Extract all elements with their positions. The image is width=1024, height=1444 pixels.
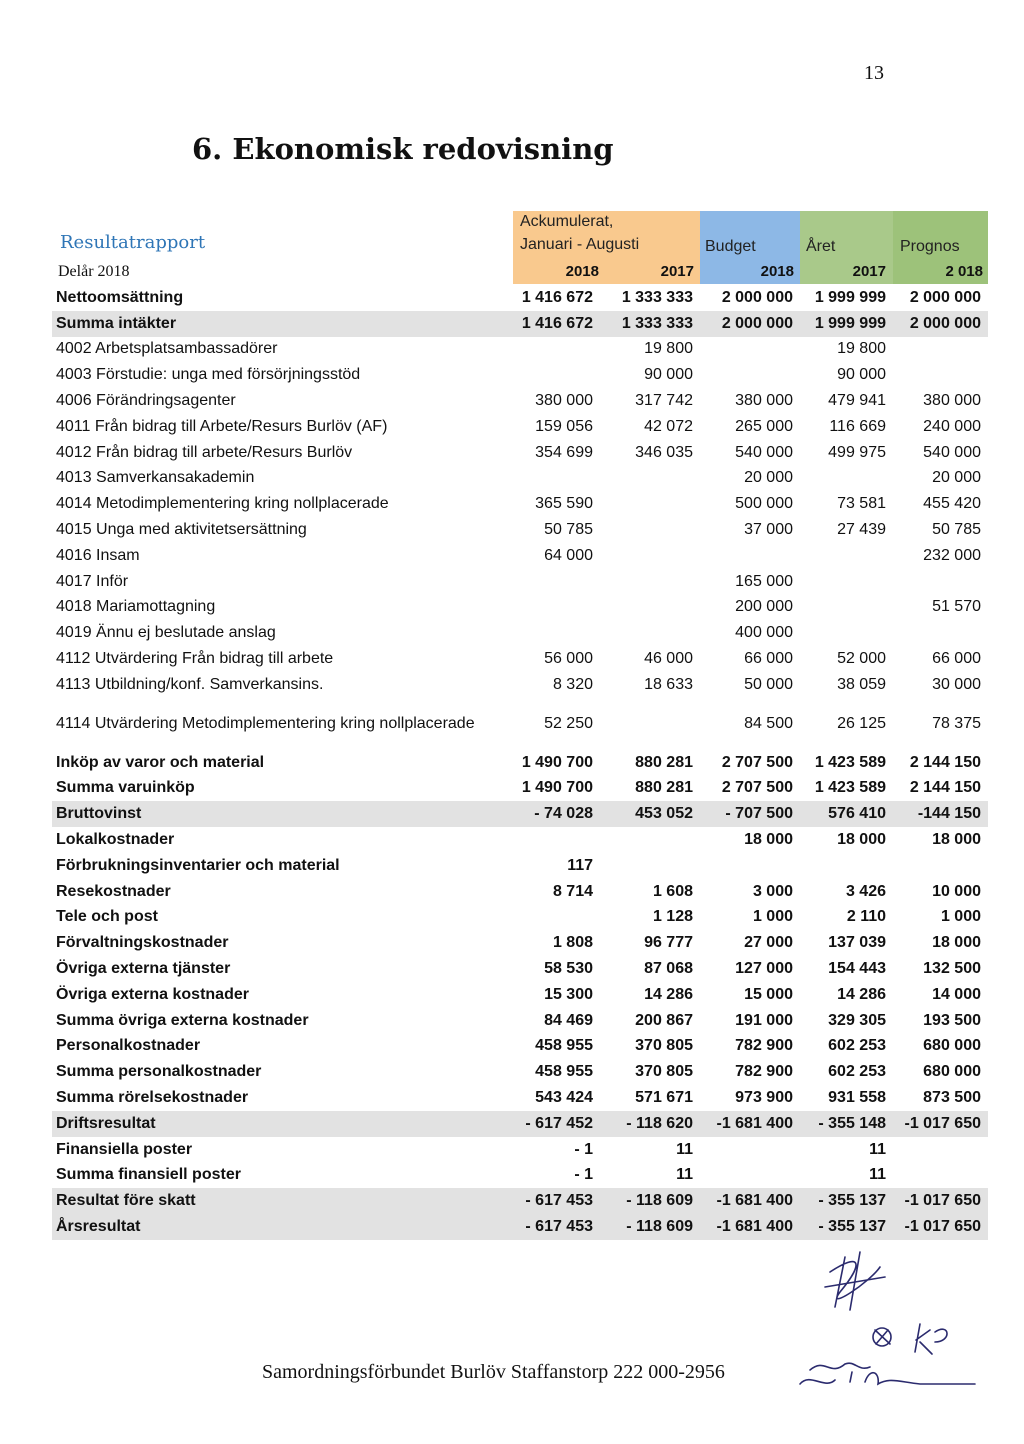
row-value: 11 [869,1140,886,1158]
row-value [600,491,700,517]
row-label: 4012 Från bidrag till arbete/Resurs Burlöv [56,443,353,461]
table-row [52,285,988,311]
row-value [893,1163,988,1189]
header-year-col-2: 2017 [660,263,694,280]
row-value [893,362,988,388]
row-value: 1 490 700 [521,753,593,771]
row-value: 2 707 500 [721,779,793,797]
row-value: - 118 609 [600,1188,700,1214]
row-value: 14 286 [837,985,886,1003]
row-value: 8 320 [552,675,593,693]
row-label: 4019 Ännu ej beslutade anslag [56,624,276,642]
table-row [52,956,988,982]
row-label: Summa finansiell poster [56,1166,241,1184]
row-value: 27 000 [744,934,793,952]
row-label: 4112 Utvärdering Från bidrag till arbete [56,650,334,668]
page-number: 13 [864,62,884,84]
header-budget: Budget [705,238,756,255]
row-value: 346 035 [635,443,693,461]
row-label: 4016 Insam [56,546,140,564]
row-value: 680 000 [923,1037,981,1055]
row-value: 127 000 [735,960,793,978]
row-value: 18 000 [932,934,981,952]
row-value: -1 017 650 [893,1214,988,1240]
table-row [52,776,988,802]
row-value: 18 000 [837,831,886,849]
row-label: 4017 Inför [56,572,129,590]
row-value: 1 999 999 [814,288,886,306]
row-label: 4011 Från bidrag till Arbete/Resurs Burlöv (AF) [56,417,388,435]
row-value: 329 305 [828,1011,886,1029]
row-label: Finansiella poster [56,1140,193,1158]
row-value: 1 128 [652,908,693,926]
row-value: - 355 148 [800,1111,893,1137]
row-value: - 707 500 [700,801,800,827]
row-value: 56 000 [544,650,593,668]
row-value: 370 805 [635,1063,693,1081]
table-row [52,595,988,621]
header-period: Januari - Augusti [520,236,640,253]
row-value [600,698,700,750]
table-row [52,1163,988,1189]
header-accumulated: Ackumulerat, [520,213,614,230]
row-value: 50 785 [544,521,593,539]
row-value: 116 669 [829,417,886,435]
table-row [52,1111,988,1137]
section-title: 6. Ekonomisk redovisning [192,132,614,166]
row-value: 602 253 [828,1063,886,1081]
row-label: 4014 Metodimplementering kring nollplacerade [56,495,389,513]
row-value: 84 469 [544,1011,593,1029]
row-value: 87 068 [644,960,693,978]
row-value: 96 777 [644,934,693,952]
row-value: 2 000 000 [700,311,800,337]
row-label: Summa varuinköp [56,779,195,797]
result-report-table [52,285,988,1240]
row-label: Summa övriga externa kostnader [56,1011,309,1029]
row-value: - 355 137 [800,1188,893,1214]
row-value: 20 000 [932,469,981,487]
row-value: 19 800 [644,340,693,358]
row-label: Summa rörelsekostnader [56,1089,249,1106]
row-value [800,569,893,595]
table-row [52,466,988,492]
header-forecast: Prognos [900,238,960,255]
row-value [700,1163,800,1189]
table-row [52,337,988,363]
row-value: 380 000 [735,392,793,410]
row-value: 154 443 [828,960,886,978]
row-value: 38 059 [837,675,886,693]
row-label: Lokalkostnader [56,831,175,849]
row-value: 602 253 [828,1037,886,1055]
row-value [600,569,700,595]
row-value: - 1 [574,1166,593,1184]
table-row [52,646,988,672]
row-label: Summa personalkostnader [56,1063,262,1081]
table-row [52,388,988,414]
row-value: 30 000 [932,675,981,693]
row-value: 66 000 [932,650,981,668]
row-value: 1 999 999 [800,311,893,337]
table-row [52,1059,988,1085]
row-value [893,1137,988,1163]
row-value [800,853,893,879]
row-value [893,337,988,363]
row-value: 540 000 [735,443,793,461]
row-value: 11 [869,1166,886,1184]
row-value: 64 000 [544,546,593,564]
row-value: 191 000 [735,1011,793,1029]
row-value: 2 707 500 [721,753,793,771]
row-value: 370 805 [635,1037,693,1055]
row-value: 479 941 [828,392,886,410]
row-value: 18 633 [644,675,693,693]
row-value [513,569,600,595]
row-label: Driftsresultat [52,1111,513,1137]
row-value [893,620,988,646]
table-row [52,801,988,827]
row-value: 50 000 [744,675,793,693]
row-value: 458 955 [535,1063,593,1081]
row-value: - 74 028 [513,801,600,827]
row-value: 14 000 [932,985,981,1003]
row-value: 3 426 [845,882,886,900]
row-value: 880 281 [635,753,693,771]
row-value [600,466,700,492]
row-value [513,362,600,388]
row-value: 1 333 333 [621,288,693,306]
table-row [52,620,988,646]
header-year: Året [806,238,836,255]
row-value: 1 416 672 [513,311,600,337]
row-value: 117 [567,856,593,874]
table-row [52,853,988,879]
row-value: 2 000 000 [909,288,981,306]
header-year-col-1: 2018 [565,263,599,280]
table-row [52,362,988,388]
row-value: 20 000 [744,469,793,487]
row-value: 37 000 [744,521,793,539]
row-value: 19 800 [837,340,886,358]
row-value [700,1137,800,1163]
row-value: 265 000 [735,417,793,435]
row-value: 873 500 [923,1089,981,1106]
row-value [513,905,600,931]
row-value: 52 000 [837,650,886,668]
row-value: 11 [676,1140,693,1158]
row-value: 240 000 [923,417,981,435]
header-year-col-4: 2017 [852,263,886,280]
row-label: Resultat före skatt [52,1188,513,1214]
row-value [700,543,800,569]
row-value [800,543,893,569]
row-label: Förvaltningskostnader [56,934,229,952]
row-value: 500 000 [735,495,793,513]
row-value: -1 681 400 [700,1214,800,1240]
table-row [52,1085,988,1111]
table-row [52,672,988,698]
row-value: 1 416 672 [521,288,593,306]
report-title: Resultatrapport [60,232,206,253]
header-year-col-3: 2018 [760,263,794,280]
row-value: 11 [676,1166,693,1184]
table-row [52,827,988,853]
table-row [52,569,988,595]
row-value [513,595,600,621]
row-label: 4013 Samverkansakademin [56,469,255,487]
row-value: 200 000 [735,598,793,616]
row-label: 4003 Förstudie: unga med försörjningsstöd [56,366,361,384]
row-value [700,853,800,879]
row-value [600,827,700,853]
row-value: 2 110 [846,908,886,926]
table-row [52,517,988,543]
row-value: 1 000 [752,908,793,926]
table-row [52,1034,988,1060]
row-value [513,827,600,853]
row-value: 540 000 [923,443,981,461]
row-value [893,853,988,879]
row-value: 50 785 [932,521,981,539]
row-value: 2 000 000 [893,311,988,337]
row-value: -144 150 [893,801,988,827]
header-year-col-5: 2 018 [945,263,983,280]
row-value [513,337,600,363]
row-label: Resekostnader [56,882,171,900]
row-value [800,466,893,492]
row-label: Förbrukningsinventarier och material [56,856,340,874]
table-row [52,1188,988,1214]
table-row [52,1008,988,1034]
row-value: 1 333 333 [600,311,700,337]
row-label: Personalkostnader [56,1037,201,1055]
row-label: Bruttovinst [52,801,513,827]
row-value: 137 039 [828,934,886,952]
row-value [700,337,800,363]
row-label: 4113 Utbildning/konf. Samverkansins. [56,675,324,693]
row-value: 42 072 [644,417,693,435]
row-value: 1 490 700 [521,779,593,797]
row-value: - 617 452 [513,1111,600,1137]
row-value: 84 500 [744,714,793,732]
row-value: 1 423 589 [814,753,886,771]
row-value: 1 000 [940,908,981,926]
row-value: 193 500 [923,1011,981,1029]
table-row [52,311,988,337]
row-value: 782 900 [735,1037,793,1055]
row-value: 1 808 [552,934,593,952]
row-value: 354 699 [535,443,593,461]
row-value: 14 286 [644,985,693,1003]
row-value: 380 000 [535,392,593,410]
row-value: 880 281 [635,779,693,797]
row-value: 1 608 [652,882,693,900]
row-value: 46 000 [644,650,693,668]
row-value: 499 975 [828,443,886,461]
row-value: 1 423 589 [814,779,886,797]
row-value [600,543,700,569]
row-value: - 1 [574,1140,593,1158]
row-label: Övriga externa tjänster [56,960,231,978]
row-value: 232 000 [923,546,981,564]
row-value: 380 000 [923,392,981,410]
row-value: 931 558 [828,1089,886,1106]
row-value: 680 000 [923,1063,981,1081]
row-value [513,620,600,646]
table-row [52,930,988,956]
row-value: 78 375 [932,714,981,732]
row-value: 165 000 [735,572,793,590]
row-value: 782 900 [735,1063,793,1081]
row-value: 365 590 [535,495,593,513]
row-value: -1 681 400 [700,1111,800,1137]
row-value: 458 955 [535,1037,593,1055]
row-value: 2 144 150 [909,779,981,797]
table-row [52,750,988,776]
row-value: 571 671 [635,1089,693,1106]
row-label: Årsresultat [52,1214,513,1240]
table-row [52,698,988,750]
row-value: 400 000 [735,624,793,642]
table-row [52,905,988,931]
row-value: 543 424 [535,1089,593,1106]
table-row [52,440,988,466]
report-subtitle: Delår 2018 [58,263,130,280]
table-row [52,1137,988,1163]
row-value: 15 000 [744,985,793,1003]
row-label: 4018 Mariamottagning [56,598,216,616]
row-value: 453 052 [600,801,700,827]
row-value: 200 867 [635,1011,693,1029]
row-value: 8 714 [552,882,593,900]
row-label: 4114 Utvärdering Metodimplementering kring nollplacerade [56,715,475,733]
row-value: 317 742 [635,392,693,410]
row-label: 4002 Arbetsplatsambassadörer [56,340,278,358]
row-value: 3 000 [752,882,793,900]
row-label: 4006 Förändringsagenter [56,392,236,410]
row-value: 2 144 150 [909,753,981,771]
row-value: 90 000 [644,366,693,384]
row-value: - 617 453 [513,1188,600,1214]
row-value: 455 420 [923,495,981,513]
row-label: 4015 Unga med aktivitetsersättning [56,521,307,539]
row-value: 132 500 [923,960,981,978]
row-value: - 355 137 [800,1214,893,1240]
row-value: 576 410 [800,801,893,827]
row-value: 2 000 000 [721,288,793,306]
row-label: Övriga externa kostnader [56,985,249,1003]
row-value [600,620,700,646]
row-label: Summa intäkter [52,311,513,337]
table-row [52,982,988,1008]
row-value: -1 681 400 [700,1188,800,1214]
table-row [52,414,988,440]
row-value [800,595,893,621]
row-value: - 617 453 [513,1214,600,1240]
row-value: 52 250 [544,714,593,732]
table-row [52,543,988,569]
row-value [700,362,800,388]
row-value: 10 000 [932,882,981,900]
table-row [52,491,988,517]
row-label: Nettoomsättning [56,288,184,306]
row-value: 27 439 [837,521,886,539]
table-row [52,879,988,905]
row-value: 90 000 [837,366,886,384]
handwritten-signatures [770,1232,990,1392]
row-value: 18 000 [744,831,793,849]
row-label: Inköp av varor och material [56,753,265,771]
row-value: 973 900 [735,1089,793,1106]
row-value: -1 017 650 [893,1188,988,1214]
footer-text: Samordningsförbundet Burlöv Staffanstorp 222 000-2956 [262,1361,725,1383]
row-value: 18 000 [932,831,981,849]
row-value: -1 017 650 [893,1111,988,1137]
row-value [800,620,893,646]
row-value [600,595,700,621]
row-value: 66 000 [744,650,793,668]
row-value: 73 581 [837,495,886,513]
row-label: Tele och post [56,908,158,926]
row-value [513,466,600,492]
row-value: 159 056 [535,417,593,435]
row-value [893,569,988,595]
row-value: 26 125 [837,714,886,732]
row-value: 15 300 [544,985,593,1003]
row-value: 58 530 [544,960,593,978]
row-value: - 118 620 [600,1111,700,1137]
row-value [600,853,700,879]
row-value [600,517,700,543]
row-value: 51 570 [932,598,981,616]
row-value: - 118 609 [600,1214,700,1240]
